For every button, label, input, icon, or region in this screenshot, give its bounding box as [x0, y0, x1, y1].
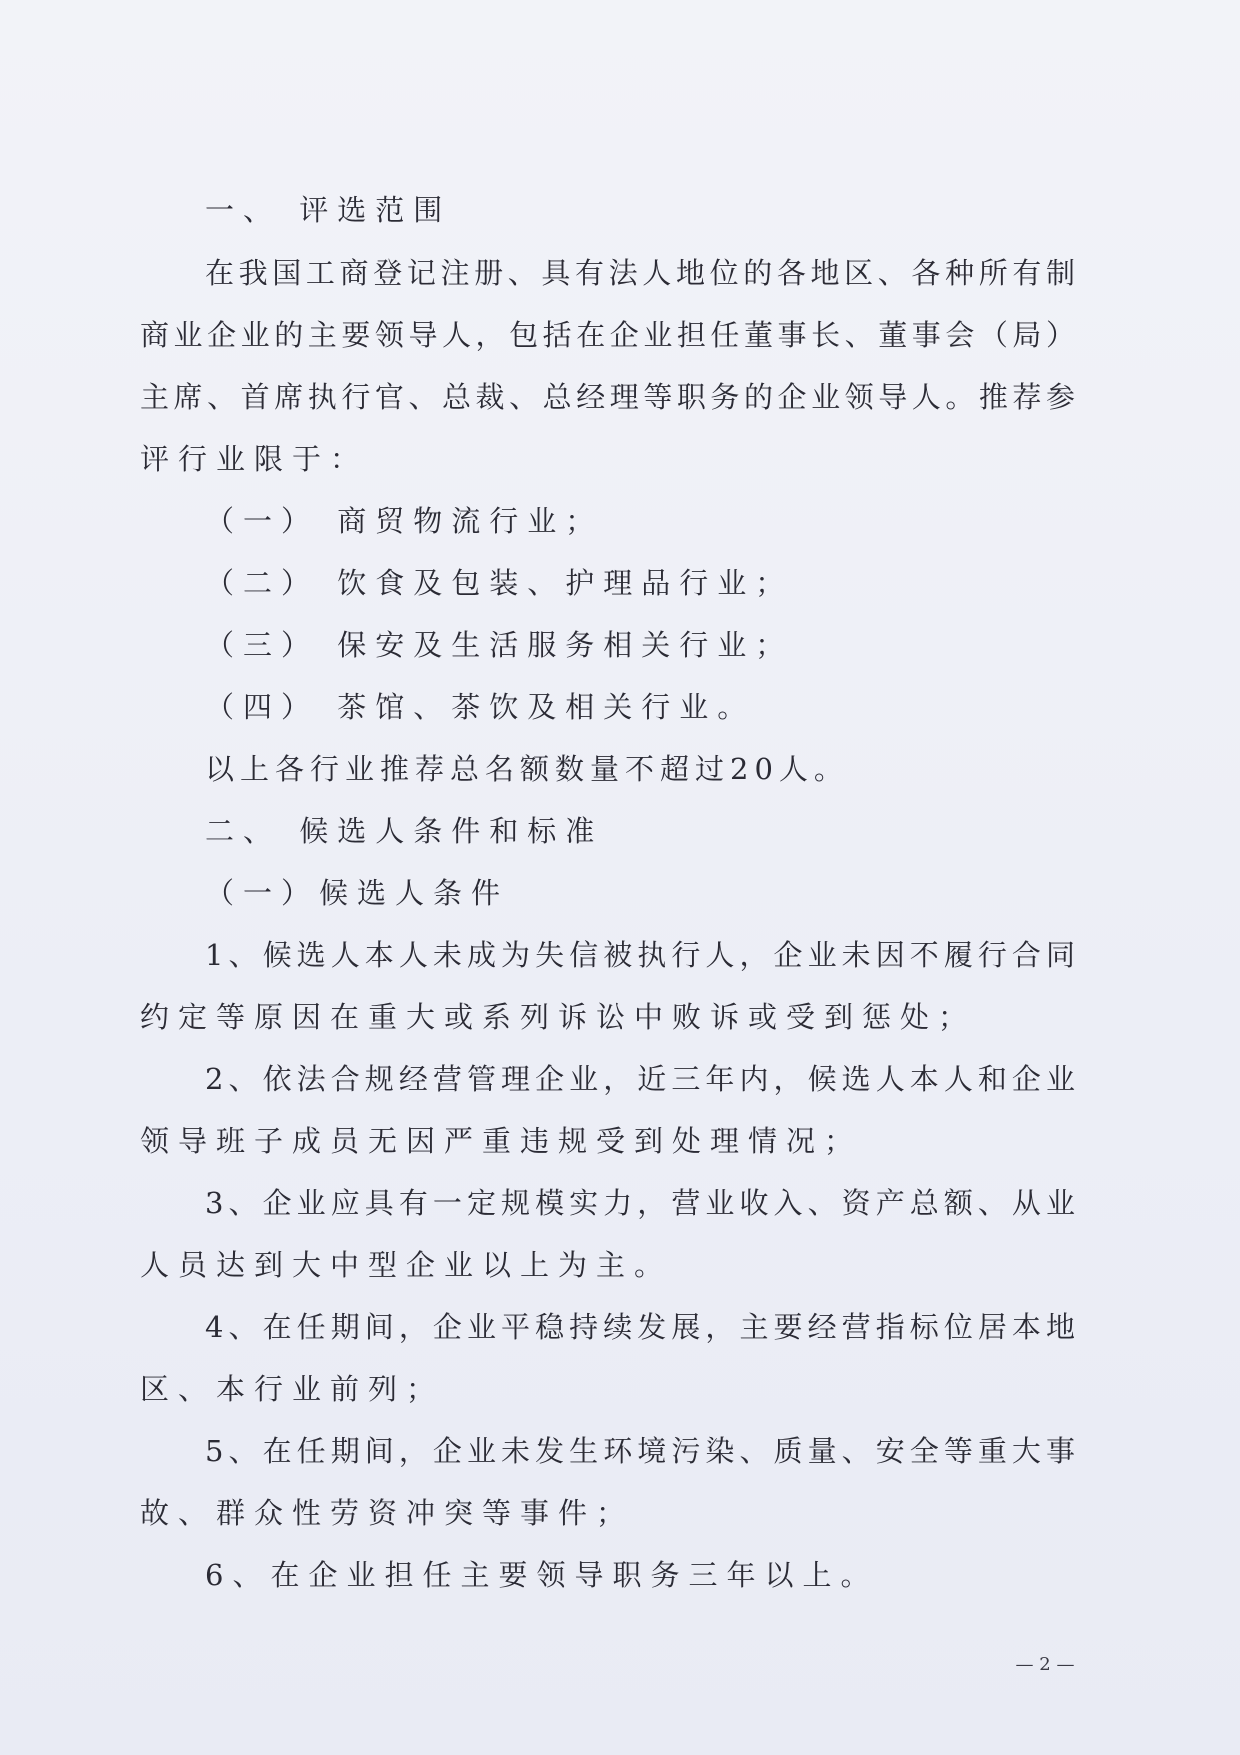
paragraph-line: 1、候选人本人未成为失信被执行人，企业未因不履行合同	[205, 938, 1075, 972]
paragraph-line: 区、本行业前列；	[140, 1372, 445, 1406]
paragraph-line: 3、企业应具有一定规模实力，营业收入、资产总额、从业	[205, 1186, 1075, 1220]
subsection-heading: （一）候选人条件	[205, 876, 510, 910]
paragraph-line: 6、在企业担任主要领导职务三年以上。	[205, 1558, 879, 1592]
paragraph-line: 商业企业的主要领导人，包括在企业担任董事长、董事会（局）	[140, 318, 1075, 352]
paragraph-line: 领导班子成员无因严重违规受到处理情况；	[140, 1124, 863, 1158]
paragraph-line: 4、在任期间，企业平稳持续发展，主要经营指标位居本地	[205, 1310, 1075, 1344]
paragraph-line: 主席、首席执行官、总裁、总经理等职务的企业领导人。推荐参	[140, 380, 1075, 414]
paragraph-line: 以上各行业推荐总名额数量不超过20人。	[205, 752, 849, 786]
paragraph-line: 2、依法合规经营管理企业，近三年内，候选人本人和企业	[205, 1062, 1075, 1096]
list-item: （四） 茶馆、茶饮及相关行业。	[205, 690, 756, 724]
page-number: — 2 —	[1015, 1654, 1075, 1675]
section-heading-scope: 一、 评选范围	[205, 193, 452, 227]
section-heading-candidates: 二、 候选人条件和标准	[205, 814, 604, 848]
list-item: （二） 饮食及包装、护理品行业；	[205, 566, 794, 600]
paragraph-line: 5、在任期间，企业未发生环境污染、质量、安全等重大事	[205, 1434, 1075, 1468]
paragraph-line: 人员达到大中型企业以上为主。	[140, 1248, 673, 1282]
paragraph-line: 评行业限于：	[140, 442, 369, 476]
list-item: （三） 保安及生活服务相关行业；	[205, 628, 794, 662]
paragraph-line: 在我国工商登记注册、具有法人地位的各地区、各种所有制	[205, 256, 1075, 290]
paragraph-line: 故、群众性劳资冲突等事件；	[140, 1496, 635, 1530]
paragraph-line: 约定等原因在重大或系列诉讼中败诉或受到惩处；	[140, 1000, 977, 1034]
list-item: （一） 商贸物流行业；	[205, 504, 604, 538]
